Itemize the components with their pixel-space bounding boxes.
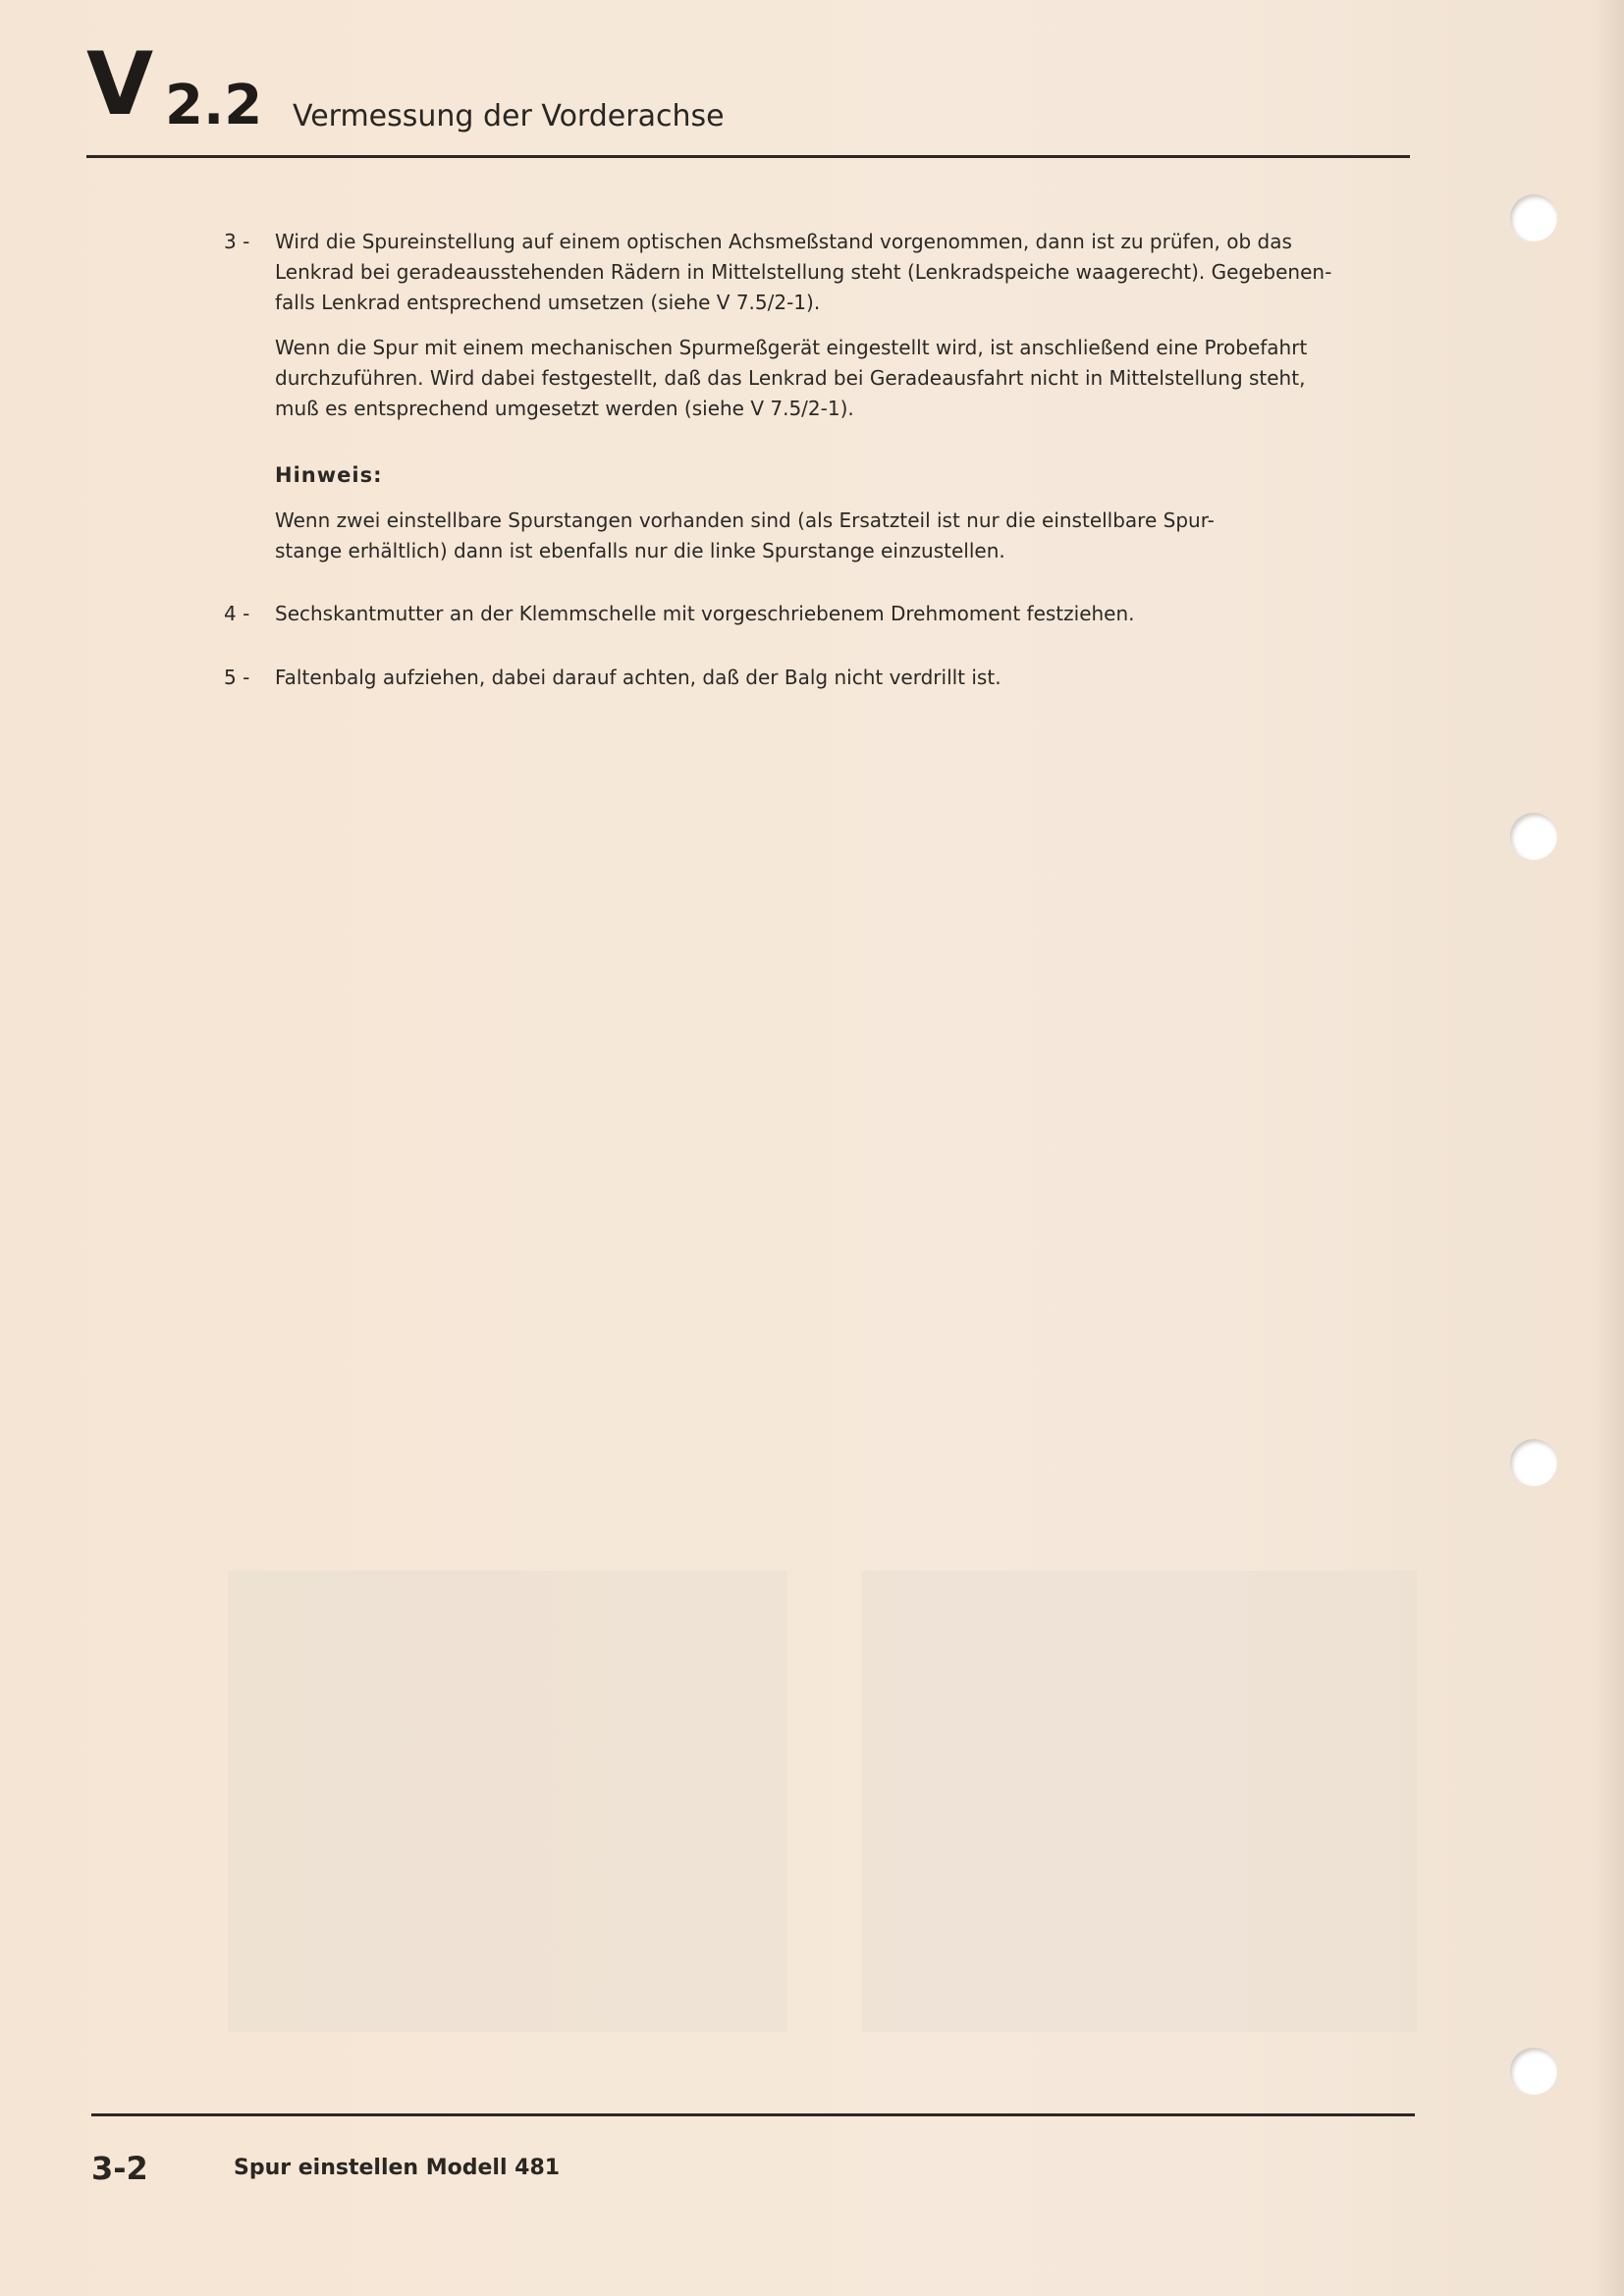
punch-hole-4 — [1510, 2048, 1557, 2095]
page-edge-shadow — [1595, 0, 1624, 2296]
step-number: 5 - — [224, 666, 250, 689]
step-text: Faltenbalg aufziehen, dabei darauf achten, daß der Balg nicht verdrillt ist. — [275, 666, 1001, 689]
step-number: 3 - — [224, 230, 250, 253]
page-title: Vermessung der Vorderachse — [293, 99, 725, 133]
hint-label: Hinweis: — [275, 463, 383, 487]
step-text: Sechskantmutter an der Klemmschelle mit vorgeschriebenem Drehmoment festziehen. — [275, 602, 1135, 625]
bleed-through-left — [228, 1571, 787, 2032]
footer-title: Spur einstellen Modell 481 — [234, 2156, 561, 2180]
punch-hole-2 — [1510, 813, 1557, 860]
section-number: 2.2 — [165, 74, 263, 137]
section-letter: V — [86, 33, 152, 134]
punch-hole-1 — [1510, 194, 1557, 241]
step-number: 4 - — [224, 602, 250, 625]
bleed-through-right — [862, 1571, 1417, 2032]
paragraph: Wenn die Spur mit einem mechanischen Spurmeßgerät eingestellt wird, ist anschließend eine Probefahrt durchzuführen. Wird dabei festgestellt, daß das Lenkrad bei Geradeausfahrt nicht in Mittelstellung steht, muß es entsprechend umgesetzt werden (siehe V 7.5/2-1). — [275, 336, 1308, 420]
step-text: Wird die Spureinstellung auf einem optischen Achsmeßstand vorgenommen, dann ist zu prüfen, ob das Lenkrad bei geradeausstehenden Rädern in Mittelstellung steht (Lenkradspeiche waagerecht). Gegebenen- falls Lenkrad entsprechend umsetzen (siehe V 7.5/2-1). — [275, 230, 1332, 314]
hint-text: Wenn zwei einstellbare Spurstangen vorhanden sind (als Ersatzteil ist nur die einstellbare Spur- stange erhältlich) dann ist ebenfalls nur die linke Spurstange einzustellen. — [275, 508, 1215, 562]
header-rule — [86, 155, 1410, 158]
footer-rule — [91, 2113, 1415, 2116]
punch-hole-3 — [1510, 1439, 1557, 1486]
page-number: 3-2 — [91, 2150, 148, 2187]
